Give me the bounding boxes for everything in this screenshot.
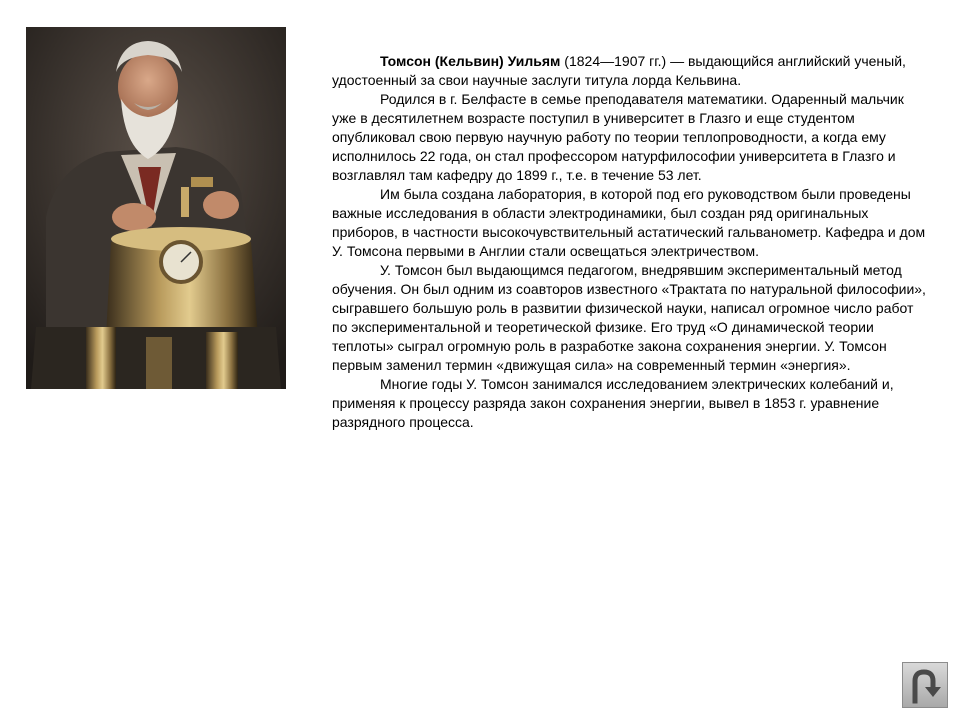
intro-text: (1824—1907 гг.) — выдающийся английский ученый, удостоенный за свои научные заслуги титула лорда Кельвина.	[332, 53, 906, 88]
person-name: Томсон (Кельвин) Уильям	[380, 53, 561, 69]
paragraph-teaching: У. Томсон был выдающимся педагогом, внедрявшим экспериментальный метод обучения. Он был одним из соавторов известного «Трактата по натуральной философии», сыгравшего большую роль в развитии физической науки, написал огромное число работ по экспериментальной и теоретической физике. Его труд «О динамической теории теплоты» сыграл огромную роль в разработке закона сохранения энергии. У. Томсон первым заменил термин «движущая сила» на современный термин «энергия».	[332, 262, 926, 373]
kelvin-portrait-photo	[26, 27, 286, 389]
paragraph-laboratory: Им была создана лаборатория, в которой под его руководством были проведены важные исследования в области электродинамики, был создан ряд оригинальных приборов, в частности высокочувствительный астатический гальванометр. Кафедра и дом У. Томсона первыми в Англии стали освещаться электричеством.	[332, 186, 926, 259]
return-arrow-icon	[903, 663, 947, 707]
return-button[interactable]	[902, 662, 948, 708]
biography-text	[332, 52, 928, 432]
paragraph-intro	[332, 52, 928, 90]
paragraph-education: Родился в г. Белфасте в семье преподавателя математики. Одаренный мальчик уже в десятилетнем возрасте поступил в университет в Глазго и еще студентом опубликовал свою первую научную работу по теории теплопроводности, а когда ему исполнилось 22 года, он стал профессором натурфилософии университета в Глазго и возглавлял там кафедру до 1899 г., т.е. в течение 53 лет.	[332, 91, 904, 183]
paragraph-oscillations: Многие годы У. Томсон занимался исследованием электрических колебаний и, применяя к процессу разряда закон сохранения энергии, вывел в 1853 г. уравнение разрядного процесса.	[332, 376, 894, 430]
